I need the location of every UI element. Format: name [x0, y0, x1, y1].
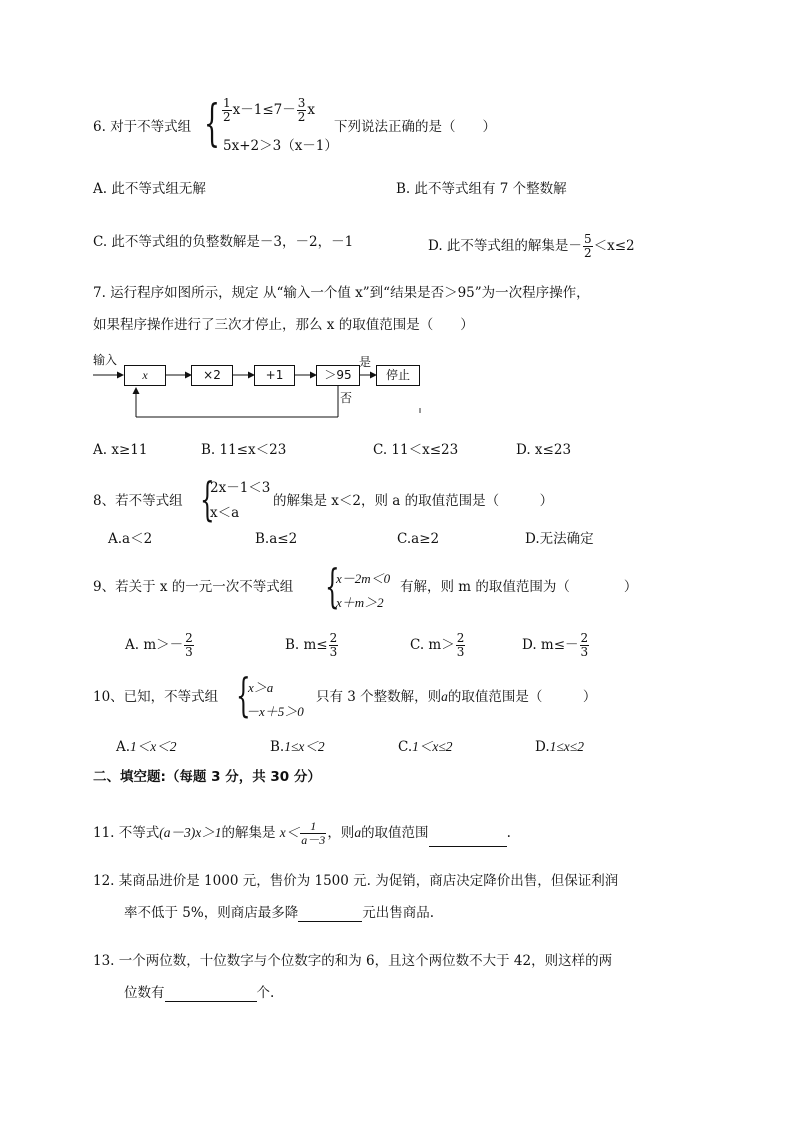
- q6-option-a: A. 此不等式组无解: [93, 181, 206, 197]
- q9-inequality-1: x－2m＜0: [336, 571, 391, 586]
- flow-box-gt95: ＞95: [316, 365, 360, 386]
- q8-option-d: D.无法确定: [525, 531, 594, 547]
- q8-option-a: A.a＜2: [108, 531, 153, 547]
- q9-stem-before: 9、若关于 x 的一元一次不等式组: [93, 579, 294, 595]
- q12-answer-blank[interactable]: [298, 907, 362, 922]
- q8-inequality-1: 2x－1＜3: [210, 480, 271, 496]
- q7-stem-line2: 如果程序操作进行了三次才停止，那么 x 的取值范围是（ ）: [93, 317, 474, 333]
- q12-line2: 率不低于 5%，则商店最多降 元出售商品.: [124, 905, 435, 921]
- q6-inequality-2: 5x+2＞3（x－1）: [223, 138, 338, 154]
- q11-answer-blank[interactable]: [429, 832, 507, 847]
- q8-stem-after: 的解集是 x＜2，则 a 的取值范围是（ ）: [273, 493, 554, 509]
- q6-stem-before: 对于不等式组: [110, 119, 192, 135]
- q10-stem-before: 10、已知，不等式组: [93, 689, 219, 705]
- q6-stem-after: 下列说法正确的是（ ）: [334, 119, 496, 135]
- q7-option-c: C. 11＜x≤23: [373, 442, 459, 458]
- q9-stem-after: 有解，则 m 的取值范围为（ ）: [400, 579, 638, 595]
- q10-option-b: B.1≤x＜2: [270, 739, 325, 755]
- q10-system-brace: {: [236, 668, 251, 722]
- q7-option-a: A. x≥11: [93, 442, 148, 458]
- flow-box-times2: ×2: [191, 365, 233, 386]
- q6-system-brace: {: [204, 94, 220, 152]
- flow-box-stop: 停止: [376, 365, 420, 386]
- q9-inequality-2: x＋m＞2: [336, 595, 384, 610]
- q7-option-b: B. 11≤x＜23: [201, 442, 287, 458]
- q9-system-brace: {: [325, 559, 340, 613]
- q6-number: 6.: [93, 119, 106, 135]
- q6-stem: [93, 118, 191, 136]
- q9-option-d: D. m≤－ $\frac{2}{3}$: [522, 631, 589, 659]
- q10-inequality-2: －x＋5＞0: [246, 704, 304, 719]
- q11-stem: 11. 不等式(a－3)x＞1的解集是 x＜ $\frac{1}{a-3}$ ，则a的取值范围 .: [93, 819, 511, 847]
- q10-option-d: D.1≤x≤2: [535, 739, 584, 755]
- q10-option-a: A.1＜x＜2: [116, 739, 177, 755]
- q13-answer-blank[interactable]: [165, 987, 257, 1002]
- q8-system-brace: {: [200, 472, 215, 526]
- q7-stem-line1: 7. 运行程序如图所示，规定 从“输入一个值 x”到“结果是否＞95”为一次程序操作，: [93, 285, 590, 301]
- flow-no-label: 否: [340, 391, 353, 405]
- q8-inequality-2: x＜a: [210, 505, 240, 521]
- q8-stem-before: 8、若不等式组: [93, 493, 183, 509]
- q10-stem-mid: 只有 3 个整数解，则a的取值范围是（ ）: [316, 689, 597, 705]
- q12-line1: 12. 某商品进价是 1000 元，售价为 1500 元. 为促销，商店决定降价出售，但保证利润: [93, 873, 619, 889]
- q9-option-c: C. m＞ $\frac{2}{3}$: [410, 631, 465, 659]
- q13-line2: 位数有 个.: [124, 985, 275, 1001]
- q8-option-b: B.a≤2: [255, 531, 298, 547]
- q9-option-a: A. m＞－ $\frac{2}{3}$: [125, 631, 193, 659]
- q9-option-b: B. m≤ $\frac{2}{3}$: [285, 631, 338, 659]
- q6-option-d: D. 此不等式组的解集是－ $\frac{5}{2}$ ＜x≤2: [428, 232, 635, 260]
- q6-inequality-1: $\frac{1}{2}$ x－1≤7－ $\frac{3}{2}$ x: [223, 96, 316, 124]
- flow-box-x: x: [124, 365, 166, 386]
- q7-option-d: D. x≤23: [516, 442, 572, 458]
- flow-box-plus1: +1: [254, 365, 295, 386]
- flow-input-label: 输入: [93, 353, 118, 367]
- q6-option-b: B. 此不等式组有 7 个整数解: [396, 181, 567, 197]
- section2-title: 二、填空题:（每题 3 分，共 30 分）: [93, 769, 321, 785]
- q6-option-c: C. 此不等式组的负整数解是－3，－2，－1: [93, 234, 354, 250]
- q8-option-c: C.a≥2: [397, 531, 440, 547]
- q10-option-c: C.1＜x≤2: [398, 739, 453, 755]
- q10-inequality-1: x＞a: [248, 680, 274, 695]
- flow-yes-label: 是: [359, 355, 372, 369]
- q13-line1: 13. 一个两位数，十位数字与个位数字的和为 6，且这个两位数不大于 42，则这样的两: [93, 953, 613, 969]
